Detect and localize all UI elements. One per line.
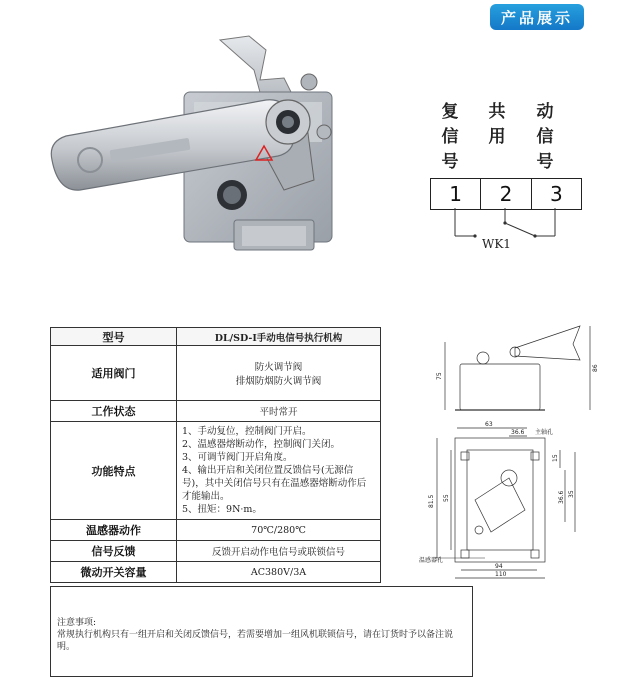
working-state-value: 平时常开 bbox=[177, 401, 381, 422]
table-row bbox=[51, 328, 381, 346]
sensor-value: 70℃/280℃ bbox=[177, 520, 381, 541]
dim-h-55: 55 bbox=[443, 494, 450, 502]
model-value: DL/SD-Ⅰ手动电信号执行机构 bbox=[177, 328, 381, 346]
model-label: 型号 bbox=[51, 328, 177, 346]
working-state-label: 工作状态 bbox=[51, 401, 177, 422]
signal-label: 信号反馈 bbox=[51, 541, 177, 562]
switch-capacity-label: 微动开关容量 bbox=[51, 562, 177, 583]
product-photo bbox=[44, 30, 344, 260]
dim-h-366: 36.6 bbox=[558, 490, 565, 504]
notes-title: 注意事项: bbox=[57, 618, 97, 628]
dim-main-shaft: 主轴孔 bbox=[535, 429, 554, 436]
terminal-2: 2 bbox=[481, 179, 531, 209]
valve-label: 适用阀门 bbox=[51, 346, 177, 401]
features-value: 1、手动复位，控制阀门开启。 2、温感器熔断动作，控制阀门关闭。 3、可调节阀门开启角度。 4、输出开启和关闭位置反馈信号(无源信号)，其中关闭信号只有在温感器熔断动作后才能输出。 5、扭矩：9N·m。 bbox=[177, 422, 381, 520]
dim-h-15: 15 bbox=[552, 454, 559, 462]
dim-total-height: 86 bbox=[592, 364, 599, 372]
table-row bbox=[51, 422, 381, 520]
dimension-drawing bbox=[415, 322, 615, 584]
terminal-1: 1 bbox=[431, 179, 481, 209]
dim-h-815: 81.5 bbox=[428, 494, 435, 508]
dim-width-366: 36.6 bbox=[511, 429, 525, 436]
dim-width-63: 63 bbox=[485, 421, 493, 428]
switch-label: WK1 bbox=[482, 237, 511, 251]
terminal-block bbox=[430, 178, 582, 210]
features-label: 功能特点 bbox=[51, 422, 177, 520]
terminal-col-2-label: 共 用 bbox=[488, 102, 506, 147]
notes-text: 常规执行机构只有一组开启和关闭反馈信号，若需要增加一组风机联锁信号，请在订货时予以备注说明。 bbox=[57, 630, 454, 652]
notes-box bbox=[50, 586, 473, 677]
table-row bbox=[51, 520, 381, 541]
switch-capacity-value: AC380V/3A bbox=[177, 562, 381, 583]
terminal-col-3-label: 动 信 号 bbox=[536, 102, 554, 172]
valve-value: 防火调节阀 排烟防烟防火调节阀 bbox=[177, 346, 381, 401]
signal-value: 反馈开启动作电信号或联锁信号 bbox=[177, 541, 381, 562]
product-display-badge: 产品展示 bbox=[490, 4, 584, 30]
table-row bbox=[51, 401, 381, 422]
terminal-3: 3 bbox=[549, 182, 563, 206]
sensor-label: 温感器动作 bbox=[51, 520, 177, 541]
terminal-diagram bbox=[420, 100, 590, 270]
table-row bbox=[51, 346, 381, 401]
dim-width-110: 110 bbox=[495, 571, 507, 578]
terminal-col-1-label: 复 信 号 bbox=[441, 102, 459, 172]
table-row bbox=[51, 541, 381, 562]
dim-sensor-hole: 温感器孔 bbox=[419, 557, 444, 564]
dim-width-94: 94 bbox=[495, 563, 503, 570]
dim-h-35: 35 bbox=[568, 490, 575, 498]
dim-top-height: 75 bbox=[436, 372, 443, 380]
spec-table bbox=[50, 327, 381, 583]
table-row bbox=[51, 562, 381, 583]
